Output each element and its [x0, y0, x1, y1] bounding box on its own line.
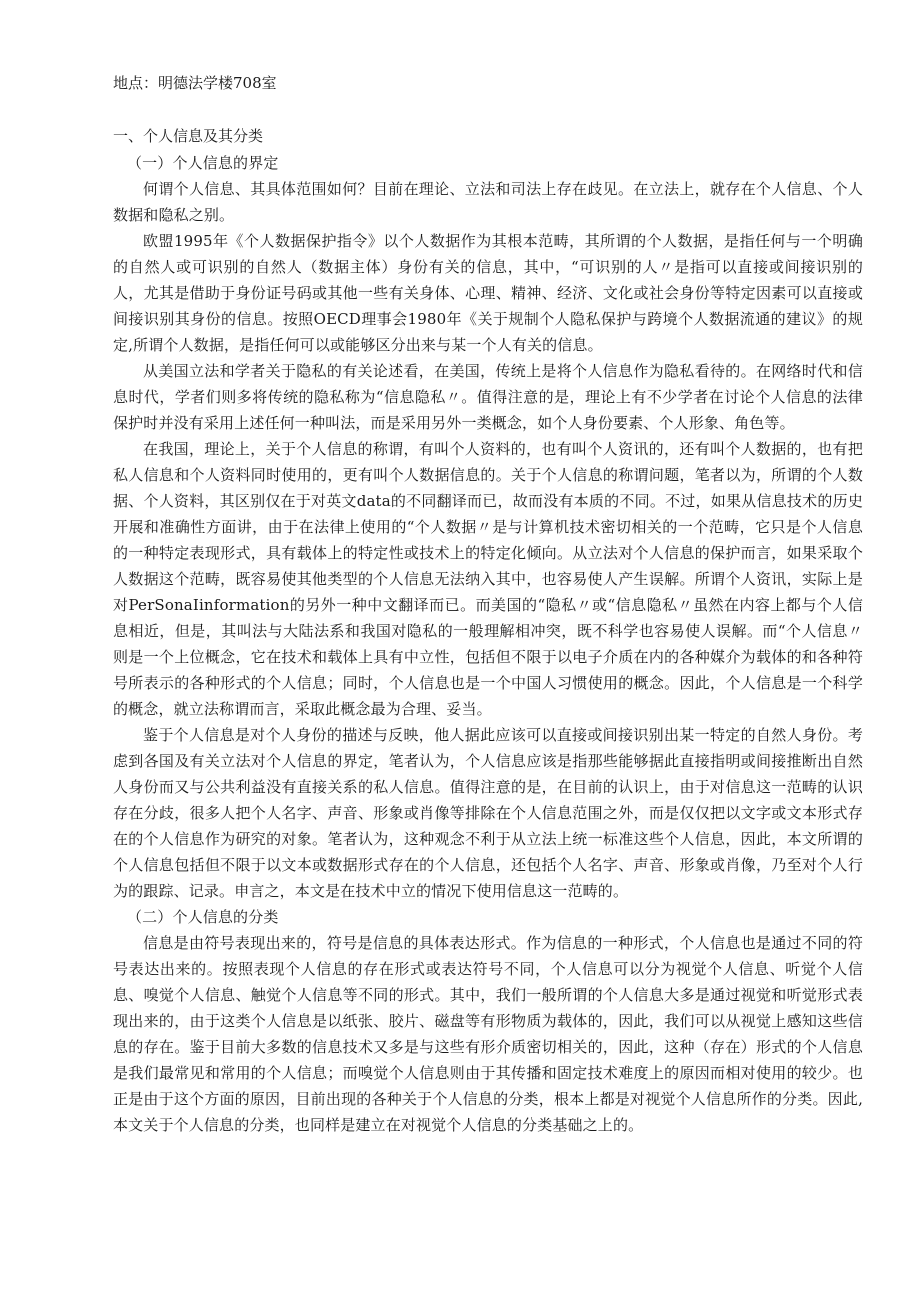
- section-heading: 一、个人信息及其分类: [113, 127, 264, 145]
- document-body: [113, 150, 863, 1138]
- location-line: 地点：明德法学楼708室: [113, 74, 277, 92]
- paragraph: 在我国，理论上，关于个人信息的称谓，有叫个人资料的，也有叫个人资讯的，还有叫个人数据的，也有把私人信息和个人资料同时使用的，更有叫个人数据信息的。关于个人信息的称谓问题，笔者以为，所谓的个人数据、个人资料，其区别仅在于对英文data的不同翻译而已，故而没有本质的不同。不过，如果从信息技术的历史开展和准确性方面讲，由于在法律上使用的“个人数据〃是与计算机技术密切相关的一个范畴，它只是个人信息的一种特定表现形式，具有载体上的特定性或技术上的特定化倾向。从立法对个人信息的保护而言，如果采取个人数据这个范畴，既容易使其他类型的个人信息无法纳入其中，也容易使人产生误解。所谓个人资讯，实际上是对PerSonaIinformation的另外一种中文翻译而已。而美国的“隐私〃或“信息隐私〃虽然在内容上都与个人信息相近，但是，其叫法与大陆法系和我国对隐私的一般理解相冲突，既不科学也容易使人误解。而“个人信息〃则是一个上位概念，它在技术和载体上具有中立性，包括但不限于以电子介质在内的各种媒介为载体的和各种符号所表示的各种形式的个人信息；同时，个人信息也是一个中国人习惯使用的概念。因此，个人信息是一个科学的概念，就立法称谓而言，采取此概念最为合理、妥当。: [113, 440, 863, 718]
- subsection-heading-classification: （二）个人信息的分类: [127, 908, 279, 926]
- subsection-heading-definition: （一）个人信息的界定: [127, 154, 279, 172]
- paragraph: 信息是由符号表现出来的，符号是信息的具体表达形式。作为信息的一种形式，个人信息也是通过不同的符号表达出来的。按照表现个人信息的存在形式或表达符号不同，个人信息可以分为视觉个人信息、听觉个人信息、嗅觉个人信息、触觉个人信息等不同的形式。其中，我们一般所谓的个人信息大多是通过视觉和听觉形式表现出来的，由于这类个人信息是以纸张、胶片、磁盘等有形物质为载体的，因此，我们可以从视觉上感知这些信息的存在。鉴于目前大多数的信息技术又多是与这些有形介质密切相关的，因此，这种（存在）形式的个人信息是我们最常见和常用的个人信息；而嗅觉个人信息则由于其传播和固定技术难度上的原因而相对使用的较少。也正是由于这个方面的原因，目前出现的各种关于个人信息的分类，根本上都是对视觉个人信息所作的分类。因此,本文关于个人信息的分类，也同样是建立在对视觉个人信息的分类基础之上的。: [113, 934, 863, 1134]
- paragraph: 何谓个人信息、其具体范围如何？目前在理论、立法和司法上存在歧见。在立法上，就存在个人信息、个人数据和隐私之别。: [113, 180, 863, 224]
- paragraph: 鉴于个人信息是对个人身份的描述与反映，他人据此应该可以直接或间接识别出某一特定的自然人身份。考虑到各国及有关立法对个人信息的界定，笔者认为，个人信息应该是指那些能够据此直接指明或间接推断出自然人身份而又与公共利益没有直接关系的私人信息。值得注意的是，在目前的认识上，由于对信息这一范畴的认识存在分歧，很多人把个人名字、声音、形象或肖像等排除在个人信息范围之外，而是仅仅把以文字或文本形式存在的个人信息作为研究的对象。笔者认为，这种观念不利于从立法上统一标准这些个人信息，因此，本文所谓的个人信息包括但不限于以文本或数据形式存在的个人信息，还包括个人名字、声音、形象或肖像，乃至对个人行为的跟踪、记录。申言之，本文是在技术中立的情况下使用信息这一范畴的。: [113, 726, 863, 900]
- paragraph: 从美国立法和学者关于隐私的有关论述看，在美国，传统上是将个人信息作为隐私看待的。在网络时代和信息时代，学者们则多将传统的隐私称为“信息隐私〃。值得注意的是，理论上有不少学者在讨论个人信息的法律保护时并没有采用上述任何一种叫法，而是采用另外一类概念，如个人身份要素、个人形象、角色等。: [113, 362, 863, 432]
- paragraph: 欧盟1995年《个人数据保护指令》以个人数据作为其根本范畴，其所谓的个人数据，是指任何与一个明确的自然人或可识别的自然人（数据主体）身份有关的信息，其中，“可识别的人〃是指可以直接或间接识别的人，尤其是借助于身份证号码或其他一些有关身体、心理、精神、经济、文化或社会身份等特定因素可以直接或间接识别其身份的信息。按照OECD理事会1980年《关于规制个人隐私保护与跨境个人数据流通的建议》的规定,所谓个人数据，是指任何可以或能够区分出来与某一个人有关的信息。: [113, 232, 863, 354]
